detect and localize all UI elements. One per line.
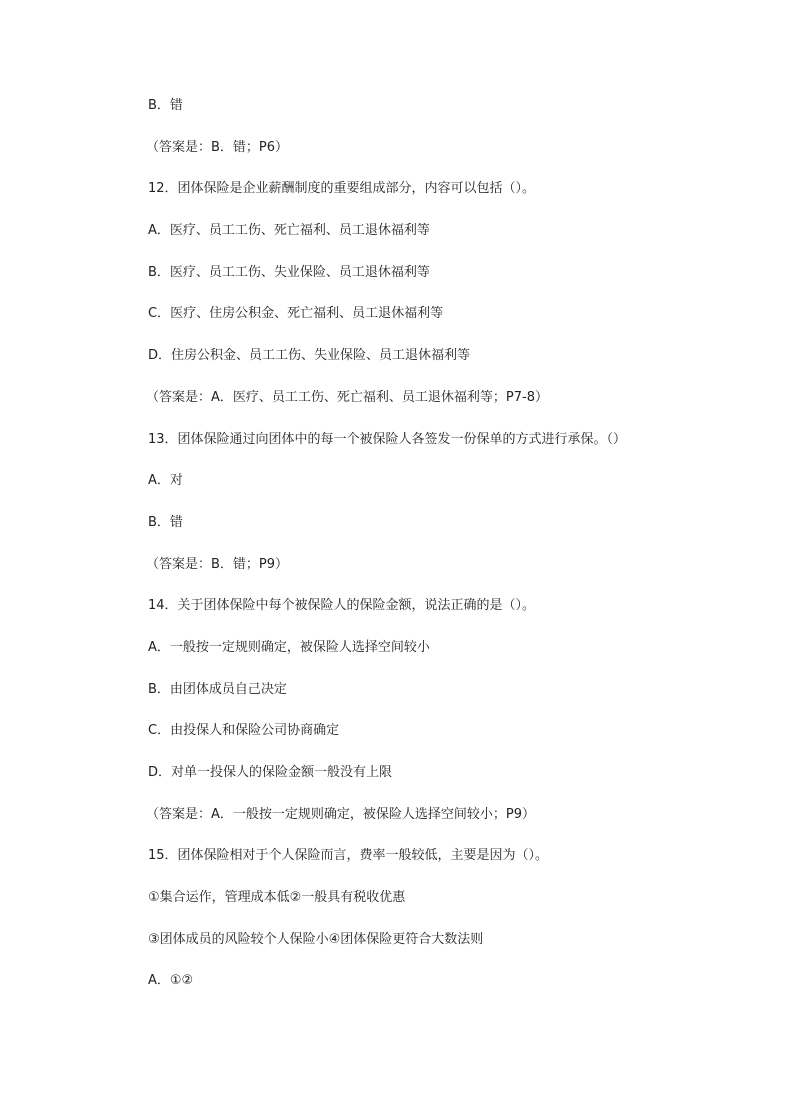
statement-line: ①集合运作，管理成本低②一般具有税收优惠 [148, 890, 406, 906]
question-line: 13．团体保险通过向团体中的每一个被保险人各签发一份保单的方式进行承保。（） [148, 431, 627, 447]
statement-line: ③团体成员的风险较个人保险小④团体保险更符合大数法则 [148, 931, 484, 947]
option-line: C．由投保人和保险公司协商确定 [148, 723, 340, 739]
option-line: B．错 [148, 98, 183, 113]
document-page [148, 85, 748, 1002]
option-line: A．对 [148, 473, 183, 489]
answer-line: （答案是：B．错；P6） [146, 139, 289, 155]
question-line: 15．团体保险相对于个人保险而言，费率一般较低，主要是因为（）。 [148, 848, 549, 864]
option-line: C．医疗、住房公积金、死亡福利、员工退休福利等 [148, 306, 444, 322]
answer-line: （答案是：A．医疗、员工工伤、死亡福利、员工退休福利等；P7-8） [146, 389, 548, 405]
option-line: B．医疗、员工工伤、失业保险、员工退休福利等 [148, 264, 430, 280]
question-line: 14．关于团体保险中每个被保险人的保险金额，说法正确的是（）。 [148, 598, 536, 614]
option-line: B．由团体成员自己决定 [148, 681, 287, 697]
option-line: B．错 [148, 514, 183, 530]
option-line: D．对单一投保人的保险金额一般没有上限 [148, 765, 393, 780]
option-line: A．医疗、员工工伤、死亡福利、员工退休福利等 [148, 223, 430, 239]
option-line: D．住房公积金、员工工伤、失业保险、员工退休福利等 [148, 348, 471, 364]
question-line: 12．团体保险是企业薪酬制度的重要组成部分，内容可以包括（）。 [148, 181, 536, 197]
answer-line: （答案是：B．错；P9） [146, 556, 289, 572]
option-line: A．①② [148, 973, 194, 989]
answer-line: （答案是：A．一般按一定规则确定，被保险人选择空间较小；P9） [146, 806, 536, 822]
option-line: A．一般按一定规则确定，被保险人选择空间较小 [148, 639, 430, 655]
